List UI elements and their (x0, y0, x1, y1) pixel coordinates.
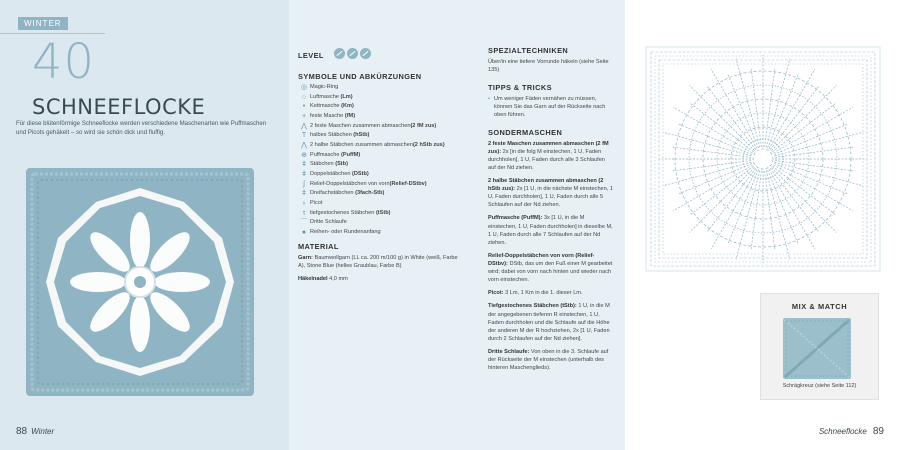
stitch-text: 1 U, in die M der angegebenen tieferen R einstechen, 1 U, Faden durchholen und die Schlaufe auf die Höhe der anderen M der R hochziehen, 2x [1 U, Faden durch 2 Schlaufen auf der Nd ziehen]. (488, 303, 610, 342)
stitch-text: DStb, das um den Fuß einer M gearbeitet wird; dabei von vorn nach hinten und wieder nach vorn einstechen. (488, 260, 613, 284)
intro-text: Für diese blütenförmige Schneeflocke werden verschiedene Maschenarten wie Puffmaschen und Picots gehäkelt – so wird sie schön dick und fluffig. (16, 120, 267, 136)
crochet-symbol-icon: ǂ (301, 190, 307, 198)
crochet-symbol-icon: ● (301, 228, 307, 236)
symbol-text: feste Masche (310, 112, 345, 119)
folio-label-right: Schneeflocke (818, 427, 867, 436)
stitch-text: 2x [1 U, in die nächste M einstechen, 1 U, Faden durchholen], 1 U, Faden durch alle 5 Schlaufen auf der Nd ziehen. (488, 186, 613, 209)
symbol-abbreviation: (tStb) (375, 209, 391, 216)
material-yarn-text: Baumwollgarn (LL ca. 200 m/100 g) in White (weiß, Farbe A), Stone Blue (helles Graublau, Farbe B) (298, 255, 458, 270)
yarn-skein-icon (360, 48, 371, 59)
techniques-column (488, 46, 613, 377)
stitches-heading: SONDERMASCHEN (488, 127, 563, 137)
symbol-text: Magic-Ring (310, 84, 339, 90)
stitch-term: Picot: (488, 290, 504, 297)
symbol-item (298, 142, 460, 149)
crochet-symbol-icon: ⊕ (301, 151, 307, 159)
symbol-label (310, 113, 355, 120)
symbol-item (298, 84, 460, 91)
symbol-text: 2 halbe Stäbchen zusammen abmaschen (310, 141, 413, 148)
symbol-label (310, 161, 348, 168)
symbol-item (298, 190, 460, 197)
symbol-text: Doppelstäbchen (310, 170, 352, 177)
mix-and-match-box (760, 293, 879, 400)
crochet-symbol-icon: ⌒ (300, 219, 308, 227)
symbol-item (298, 113, 460, 120)
symbol-item (298, 210, 460, 217)
symbol-abbreviation: (hStb) (353, 132, 370, 139)
material-hook-label: Häkelnadel (298, 276, 328, 283)
page-number-right: 89 (872, 426, 884, 437)
right-page (625, 0, 900, 450)
diagonal-cross-square-image[interactable] (783, 318, 851, 379)
stitch-term: 2 halbe Stäbchen zusammen abmaschen (2 hStb zus): (488, 177, 604, 193)
symbol-text: halbes Stäbchen (310, 132, 354, 139)
symbol-item (298, 152, 460, 159)
symbol-label (310, 132, 369, 139)
symbol-abbreviation: (3fach-Stb) (355, 190, 385, 197)
crochet-symbol-icon: + (301, 112, 307, 120)
pattern-number: 40 (32, 34, 96, 90)
page-number-left: 88 (16, 426, 28, 437)
stitch-instruction (488, 140, 613, 172)
crochet-symbol-icon: ○ (301, 93, 307, 101)
symbol-item (298, 229, 460, 236)
symbol-label (310, 200, 322, 207)
crochet-symbol-icon: ǂ (301, 170, 307, 178)
symbol-abbreviation: (Lm) (340, 93, 353, 100)
crochet-symbol-icon: ⋀ (301, 122, 307, 130)
symbol-text: Relief-Doppelstäbchen von vorn (310, 180, 390, 187)
symbol-label (310, 142, 445, 149)
pattern-title: SCHNEEFLOCKE (32, 95, 206, 119)
symbol-label (310, 103, 354, 110)
symbol-item (298, 181, 460, 188)
level-rating (334, 46, 373, 64)
material-hook-text: 4,0 mm (329, 276, 348, 283)
material-yarn-label: Garn: (298, 255, 313, 262)
symbol-label (310, 152, 360, 159)
stitch-instruction (488, 302, 613, 343)
tips-text: • Um weniger Fäden vernähen zu müssen, können Sie das Garn auf der Rückseite nach oben führen. (488, 95, 613, 119)
stitches-list (488, 140, 613, 373)
symbol-label (310, 219, 347, 226)
special-text: Über/in eine tiefere Vorrunde häkeln (siehe Seite 135) (488, 59, 609, 74)
crochet-symbol-icon: ◎ (300, 84, 308, 91)
stitch-instruction (488, 177, 613, 209)
crochet-symbol-icon: ʃ (303, 180, 305, 188)
stitch-term: Dritte Schlaufe: (488, 348, 530, 355)
symbol-text: Dritte Schlaufe (310, 219, 347, 226)
material-yarn (298, 254, 460, 270)
middle-page (289, 0, 625, 450)
tips-heading: TIPPS & TRICKS (488, 83, 552, 93)
stitch-term: Relief-Doppelstäbchen von vorn (Relief-DStbv): (488, 252, 595, 267)
symbol-text: Kettmasche (310, 103, 342, 110)
symbol-item (298, 132, 460, 139)
symbol-item (298, 94, 460, 101)
symbol-item (298, 200, 460, 207)
symbol-text: Stäbchen (310, 161, 336, 168)
symbol-text: tiefgestochenes Stäbchen (310, 209, 376, 216)
yarn-skein-icon (334, 48, 345, 59)
stitch-instruction (488, 348, 613, 372)
symbol-item (298, 161, 460, 168)
symbols-heading: SYMBOLE UND ABKÜRZUNGEN (298, 72, 422, 81)
symbol-abbreviation: (PuffM) (341, 151, 361, 158)
stitch-text: 2x [in die folg M einstechen, 1 U, Faden durchholen], 1 U, Faden durch alle 3 Schlaufen auf der Nd ziehen. (488, 148, 605, 171)
crochet-symbol-icon: τ (302, 209, 306, 217)
symbol-text: Puffmasche (310, 151, 341, 158)
stitch-instruction (488, 252, 613, 284)
symbol-text: Picot (310, 199, 323, 206)
special-heading: SPEZIALTECHNIKEN (488, 46, 569, 55)
symbol-text: 2 feste Maschen zusammen abmaschen (310, 122, 411, 129)
symbol-item (298, 171, 460, 178)
crochet-symbol-icon: ǂ (301, 161, 307, 169)
symbol-abbreviation: (DStb) (351, 170, 369, 177)
symbol-text: Reihen- oder Rundenanfang (310, 228, 381, 235)
level-heading: LEVEL (298, 50, 324, 60)
symbol-item (298, 219, 460, 226)
yarn-skein-icon (347, 48, 358, 59)
level-row (298, 46, 460, 64)
crocheted-snowflake-square-image (26, 168, 254, 396)
section-label: WINTER (18, 17, 68, 30)
stitch-term: Puffmasche (PuffM): (488, 215, 543, 222)
symbol-label (310, 84, 338, 91)
symbol-abbreviation: (Relief-DStbv) (389, 180, 427, 187)
mix-title: MIX & MATCH (791, 302, 848, 311)
crochet-symbol-icon: • (302, 103, 306, 111)
symbol-text: Luftmasche (310, 93, 341, 100)
symbol-abbreviation: (2 hStb zus) (412, 141, 445, 148)
stitch-instruction (488, 214, 613, 246)
symbol-label (310, 190, 384, 197)
stitch-instruction (488, 289, 613, 297)
stitch-text: Von oben in die 3. Schlaufe auf der Rückseite der M einstechen (unterhalb des hinteren Maschenglieds). (488, 348, 609, 372)
crochet-symbol-icon: ♁ (301, 199, 307, 207)
symbol-label (310, 123, 436, 130)
symbol-label (310, 171, 369, 178)
instructions-column (298, 46, 460, 288)
symbol-label (310, 229, 381, 236)
folio-right (819, 426, 884, 437)
symbol-label (310, 94, 353, 101)
symbol-item (298, 123, 460, 130)
stitch-text: 3 Lm, 1 Km in die 1. dieser Lm. (503, 290, 583, 297)
symbol-item (298, 103, 460, 110)
symbol-abbreviation: (2 fM zus) (410, 122, 437, 129)
crochet-symbol-icon: T (301, 132, 307, 140)
crochet-symbol-chart (645, 46, 881, 272)
symbol-label (310, 210, 391, 217)
stitch-term: 2 feste Maschen zusammen abmaschen (2 fM zus): (488, 140, 609, 155)
symbol-text: Dreifachstäbchen (310, 190, 356, 197)
stitch-text: 3x [1 U, in die M einstechen, 1 U, Faden durchholen] in dieselbe M, 1 U, Faden durch alle 7 Schlaufen auf der Nd ziehen. (488, 215, 613, 246)
mix-caption: Schrägkreuz (siehe Seite 112) (782, 383, 857, 389)
symbols-list (298, 84, 460, 236)
stitch-term: Tiefgestochenes Stäbchen (tStb): (488, 303, 577, 310)
symbol-abbreviation: (Stb) (335, 161, 348, 168)
folio-left (16, 426, 54, 437)
symbol-abbreviation: (Km) (341, 103, 354, 110)
left-page (0, 0, 289, 450)
folio-label-left: Winter (31, 427, 55, 436)
symbol-label (310, 181, 427, 188)
material-hook (298, 275, 460, 283)
material-heading: MATERIAL (298, 242, 339, 252)
crochet-symbol-icon: ⋀ (301, 141, 307, 149)
symbol-abbreviation: (fM) (344, 112, 356, 119)
